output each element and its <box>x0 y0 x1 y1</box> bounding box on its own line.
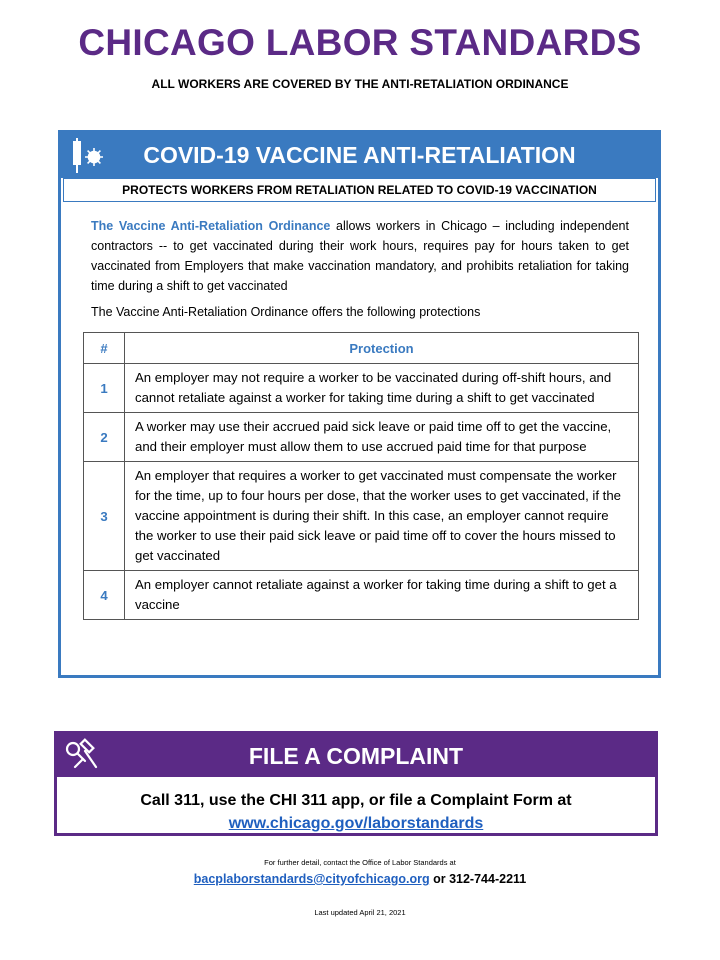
covid-section <box>58 130 661 678</box>
row-text: An employer may not require a worker to be vaccinated during off-shift hours, and cannot retaliate against a worker for taking time during a shift to get vaccinated <box>125 364 639 413</box>
row-number: 2 <box>84 413 125 462</box>
table-row <box>84 364 639 413</box>
complaint-text-block <box>57 789 655 835</box>
intro-protections-line: The Vaccine Anti-Retaliation Ordinance offers the following protections <box>91 305 481 319</box>
last-updated: Last updated April 21, 2021 <box>314 908 406 917</box>
email-link[interactable]: bacplaborstandards@cityofchicago.org <box>193 872 430 886</box>
table-row <box>84 413 639 462</box>
covid-header <box>61 133 658 178</box>
row-number: 1 <box>84 364 125 413</box>
table-row <box>84 571 639 620</box>
covid-title: COVID-19 VACCINE ANTI-RETALIATION <box>143 142 576 168</box>
row-text: A worker may use their accrued paid sick leave or paid time off to get the vaccine, and their employer must allow them to use accrued paid time for that purpose <box>125 413 639 462</box>
complaint-instructions: Call 311, use the CHI 311 app, or file a Complaint Form at <box>140 792 572 809</box>
protections-table <box>83 332 639 620</box>
row-number: 4 <box>84 571 125 620</box>
row-text: An employer that requires a worker to get vaccinated must compensate the worker for the time, up to four hours per dose, that the worker uses to get vaccinated, if the vaccine appointment is during their shift. In this case, an employer cannot require the worker to use their paid sick leave or paid time off to cover the hours missed to get vaccinated <box>125 462 639 571</box>
header-protection: Protection <box>125 333 639 364</box>
phone-separator: or <box>429 872 450 886</box>
intro-lead: The Vaccine Anti-Retaliation Ordinance <box>91 219 331 233</box>
intro-paragraph <box>91 216 629 296</box>
labor-standards-link[interactable]: www.chicago.gov/laborstandards <box>228 815 484 832</box>
complaint-section <box>54 731 658 836</box>
page-title: CHICAGO LABOR STANDARDS <box>78 22 642 63</box>
row-text: An employer cannot retaliate against a worker for taking time during a shift to get a vaccine <box>125 571 639 620</box>
row-number: 3 <box>84 462 125 571</box>
table-row <box>84 462 639 571</box>
phone-number: 312-744-2211 <box>449 872 527 886</box>
intro-body: allows workers in Chicago – including independent contractors -- to get vaccinated during their work hours, requires pay for hours taken to get vaccinated from Employers that make vaccination mandatory, and prohibits retaliation for taking time during a shift to get vaccinated <box>91 219 629 293</box>
complaint-header <box>57 734 655 777</box>
covid-subtitle: PROTECTS WORKERS FROM RETALIATION RELATED TO COVID-19 VACCINATION <box>63 178 656 202</box>
footer-contact <box>0 872 720 886</box>
footer-note: For further detail, contact the Office of Labor Standards at <box>264 858 456 867</box>
page-subtitle: ALL WORKERS ARE COVERED BY THE ANTI-RETALIATION ORDINANCE <box>151 77 569 91</box>
complaint-title: FILE A COMPLAINT <box>248 743 464 769</box>
table-header-row <box>84 333 639 364</box>
header-num: # <box>84 333 125 364</box>
